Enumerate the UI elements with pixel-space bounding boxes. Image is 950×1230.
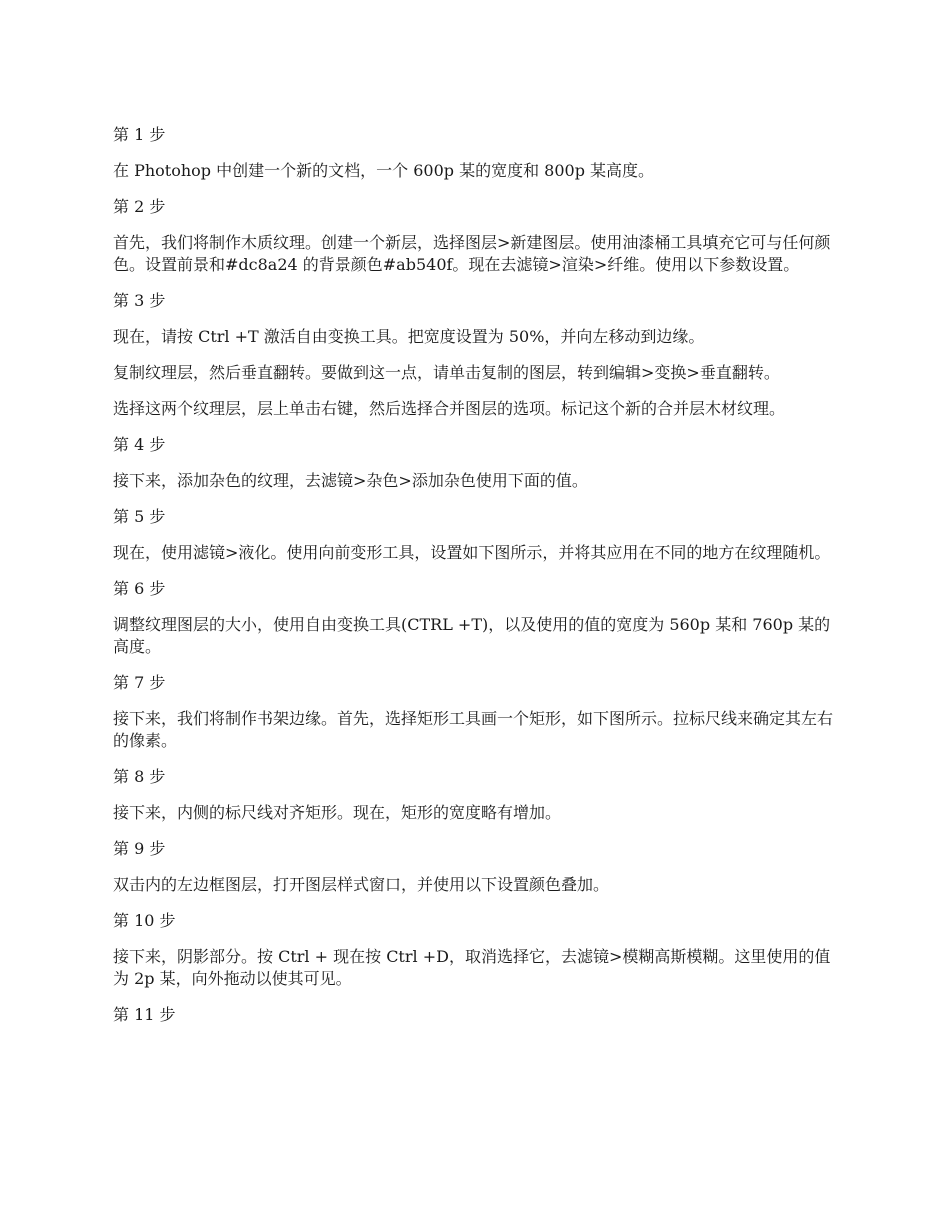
step-paragraph: 接下来，内侧的标尺线对齐矩形。现在，矩形的宽度略有增加。 <box>113 803 562 822</box>
step-paragraph: 接下来，我们将制作书架边缘。首先，选择矩形工具画一个矩形，如下图所示。拉标尺线来确定其左右的像素。 <box>113 709 834 750</box>
step-paragraph: 双击内的左边框图层，打开图层样式窗口，并使用以下设置颜色叠加。 <box>113 875 610 894</box>
step-heading-10: 第 10 步 <box>113 911 176 930</box>
step-heading-9: 第 9 步 <box>113 839 166 858</box>
step-heading-7: 第 7 步 <box>113 673 166 692</box>
step-paragraph: 接下来，阴影部分。按 Ctrl + 现在按 Ctrl +D，取消选择它，去滤镜>模糊高斯模糊。这里使用的值为 2p 某，向外拖动以使其可见。 <box>113 947 831 988</box>
step-paragraph: 现在，使用滤镜>液化。使用向前变形工具，设置如下图所示，并将其应用在不同的地方在纹理随机。 <box>113 543 831 562</box>
step-paragraph: 复制纹理层，然后垂直翻转。要做到这一点，请单击复制的图层，转到编辑>变换>垂直翻转。 <box>113 363 780 382</box>
step-paragraph: 选择这两个纹理层，层上单击右键，然后选择合并图层的选项。标记这个新的合并层木材纹理。 <box>113 399 786 418</box>
step-heading-2: 第 2 步 <box>113 197 166 216</box>
document-body <box>113 124 845 1040</box>
step-paragraph: 调整纹理图层的大小，使用自由变换工具(CTRL +T)，以及使用的值的宽度为 560p 某和 760p 某的高度。 <box>113 615 831 656</box>
step-paragraph: 在 Photohop 中创建一个新的文档，一个 600p 某的宽度和 800p 某高度。 <box>113 161 655 180</box>
step-heading-1: 第 1 步 <box>113 125 166 144</box>
step-heading-4: 第 4 步 <box>113 435 166 454</box>
step-paragraph: 接下来，添加杂色的纹理，去滤镜>杂色>添加杂色使用下面的值。 <box>113 471 588 490</box>
step-paragraph: 现在，请按 Ctrl +T 激活自由变换工具。把宽度设置为 50%，并向左移动到边缘。 <box>113 327 705 346</box>
step-paragraph: 首先，我们将制作木质纹理。创建一个新层，选择图层>新建图层。使用油漆桶工具填充它可与任何颜色。设置前景和#dc8a24 的背景颜色#ab540f。现在去滤镜>渲染>纤维。使用以下参数设置。 <box>113 233 831 274</box>
step-heading-6: 第 6 步 <box>113 579 166 598</box>
step-heading-5: 第 5 步 <box>113 507 166 526</box>
step-heading-3: 第 3 步 <box>113 291 166 310</box>
step-heading-11: 第 11 步 <box>113 1005 176 1024</box>
step-heading-8: 第 8 步 <box>113 767 166 786</box>
